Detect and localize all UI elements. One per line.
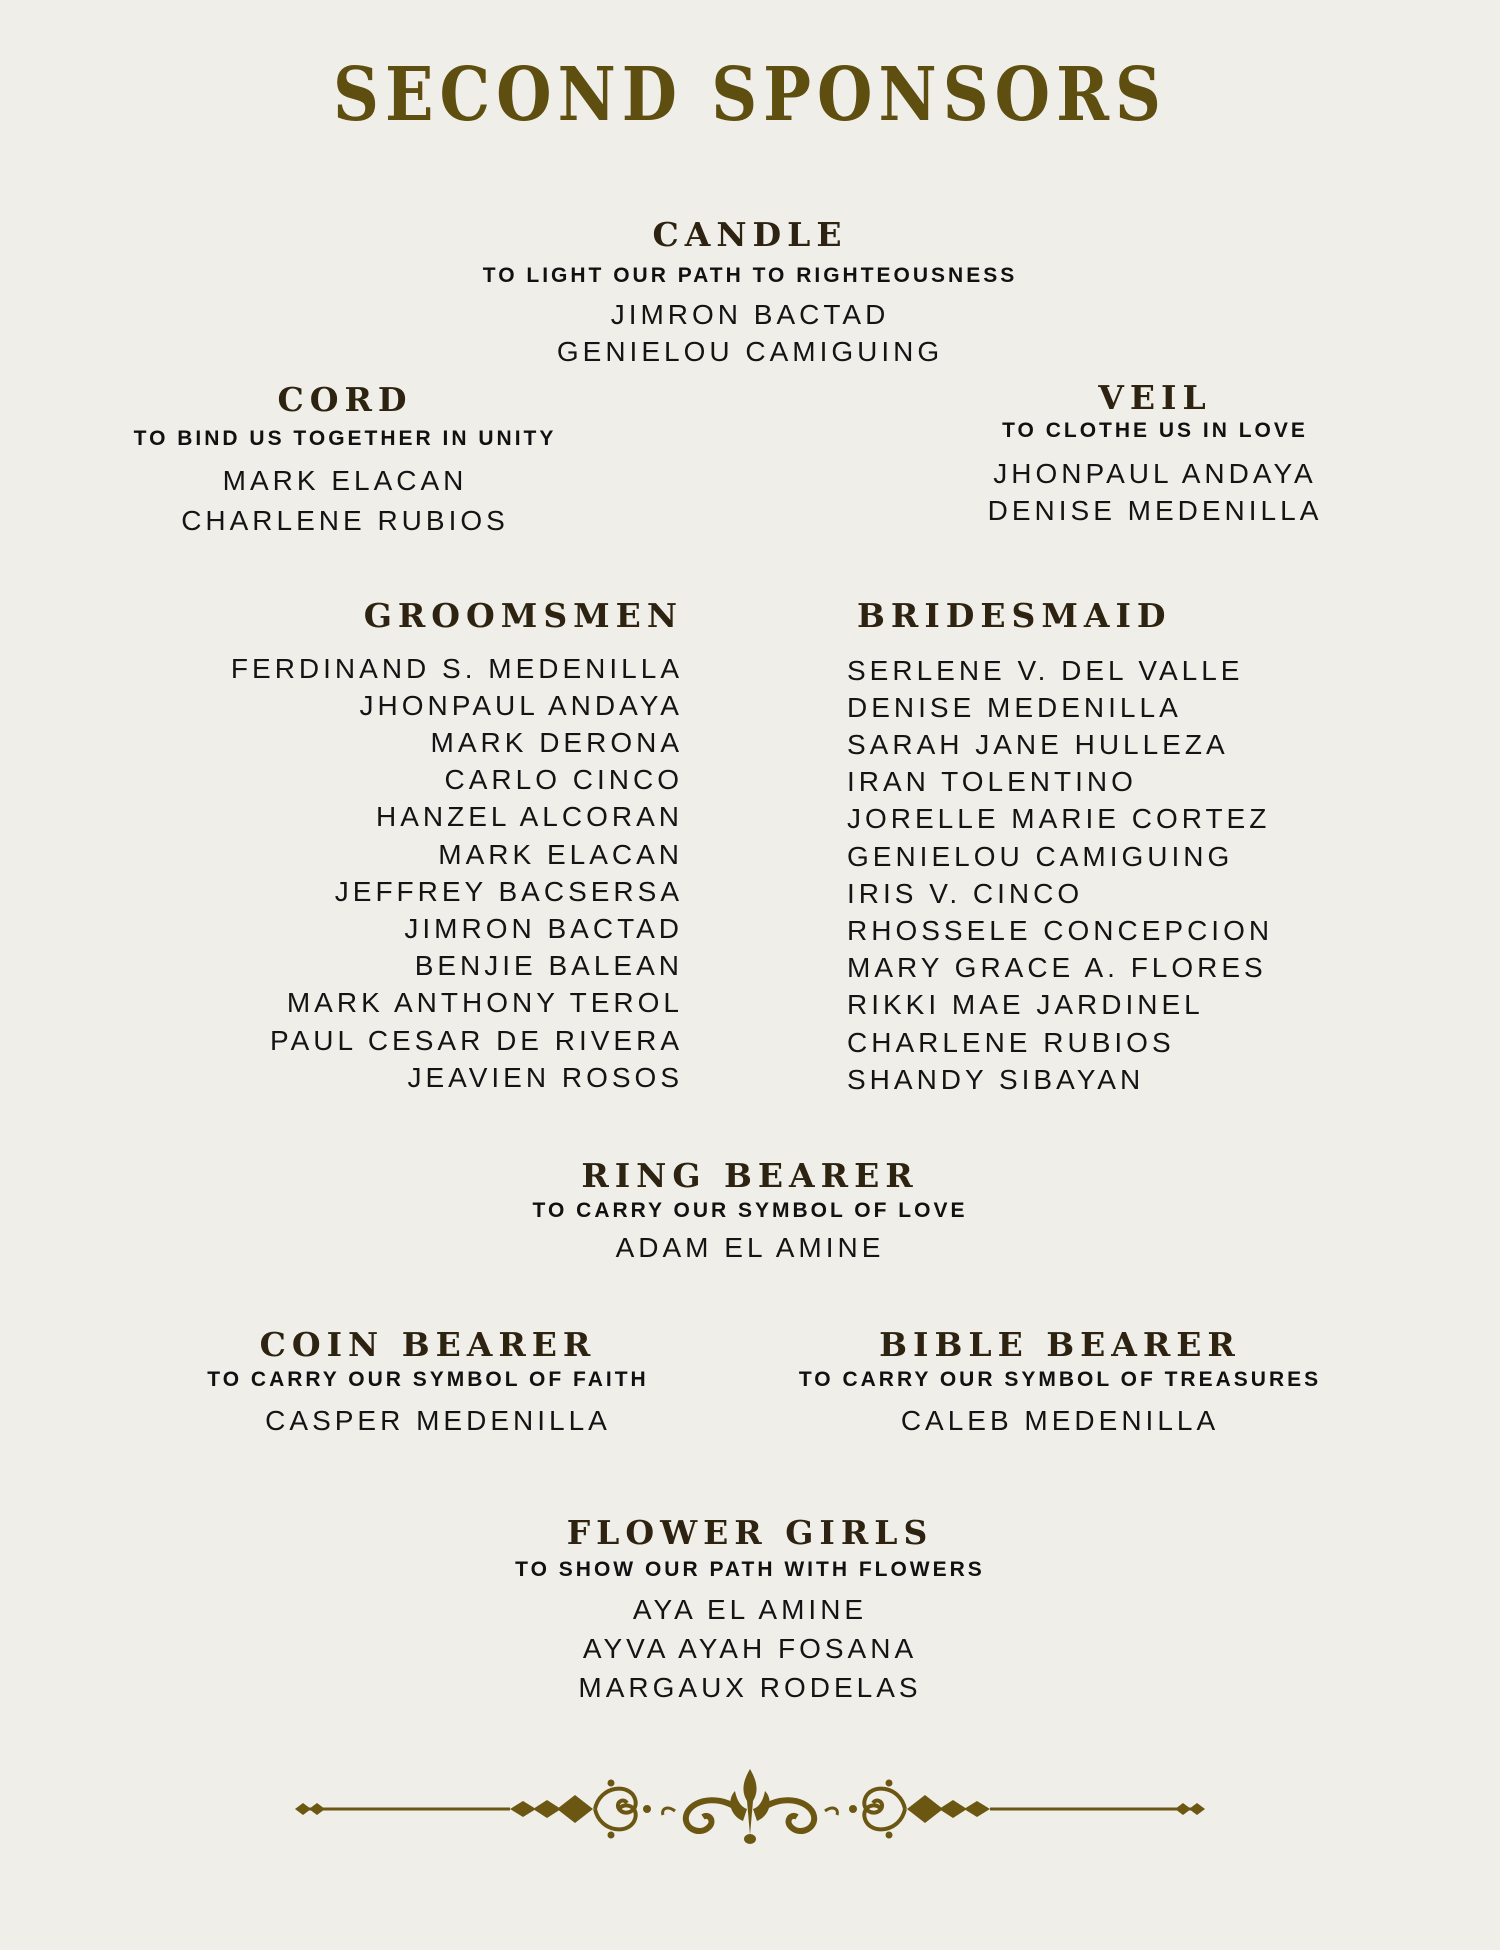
groomsman-name: MARK ELACAN [438,838,683,870]
coin-bearer-section [178,1325,678,1439]
bible-bearer-heading: BIBLE BEARER [879,1325,1241,1364]
cord-subtitle: TO BIND US TOGETHER IN UNITY [133,426,557,450]
flower-girl-name: AYVA AYAH FOSANA [582,1632,918,1664]
ring-bearer-section [450,1156,1050,1266]
veil-names [940,455,1370,529]
flower-girls-subtitle: TO SHOW OUR PATH WITH FLOWERS [515,1557,985,1581]
veil-name: JHONPAUL ANDAYA [993,457,1317,489]
bridesmaid-name: IRIS V. CINCO [847,877,1084,909]
bridesmaid-names [847,652,1367,1098]
ring-bearer-heading: RING BEARER [581,1156,919,1195]
page-title: SECOND SPONSORS [332,52,1168,138]
flower-girl-name: MARGAUX RODELAS [578,1671,922,1703]
bridesmaid-name: RIKKI MAE JARDINEL [847,989,1204,1021]
groomsman-name: JIMRON BACTAD [404,913,683,945]
bridesmaid-name: SERLENE V. DEL VALLE [847,654,1244,686]
bridesmaid-name: CHARLENE RUBIOS [847,1026,1175,1058]
groomsman-name: JEAVIEN ROSOS [407,1061,683,1093]
flourish-divider-icon [295,1765,1205,1850]
groomsman-name: JHONPAUL ANDAYA [359,689,683,721]
bridesmaid-name: GENIELOU CAMIGUING [847,840,1234,872]
ring-bearer-name: ADAM EL AMINE [615,1231,885,1263]
cord-name: MARK ELACAN [222,464,468,496]
cord-heading: CORD [277,380,413,419]
veil-name: DENISE MEDENILLA [987,494,1323,526]
flower-girl-name: AYA EL AMINE [632,1593,868,1625]
ring-bearer-names [450,1229,1050,1266]
candle-name: GENIELOU CAMIGUING [556,335,944,367]
bridesmaid-name: SHANDY SIBAYAN [847,1063,1145,1095]
bridesmaid-name: SARAH JANE HULLEZA [847,729,1229,760]
veil-section [940,378,1370,529]
bible-bearer-name: CALEB MEDENILLA [900,1404,1220,1436]
coin-bearer-subtitle: TO CARRY OUR SYMBOL OF FAITH [207,1367,649,1391]
bible-bearer-subtitle: TO CARRY OUR SYMBOL OF TREASURES [798,1367,1322,1391]
bridesmaid-name: MARY GRACE A. FLORES [847,952,1267,984]
veil-heading: VEIL [1098,378,1212,417]
groomsman-name: BENJIE BALEAN [414,950,683,982]
groomsman-name: FERDINAND S. MEDENILLA [230,652,683,684]
groomsman-name: HANZEL ALCORAN [375,801,683,833]
cord-section [95,380,595,541]
bridesmaid-heading: BRIDESMAID [857,596,1172,635]
groomsman-name: CARLO CINCO [444,764,683,796]
cord-name: CHARLENE RUBIOS [181,504,509,536]
coin-bearer-names [178,1402,678,1439]
groomsman-name: PAUL CESAR DE RIVERA [270,1024,683,1056]
bridesmaid-name: DENISE MEDENILLA [847,691,1182,723]
flower-girls-names [450,1590,1050,1707]
bible-bearer-names [760,1402,1360,1439]
candle-section [450,215,1050,370]
veil-subtitle: TO CLOTHE US IN LOVE [1002,418,1308,442]
groomsmen-heading: GROOMSMEN [363,596,683,635]
groomsmen-section [150,596,683,1096]
bridesmaid-name: JORELLE MARIE CORTEZ [847,803,1271,835]
bible-bearer-section [760,1325,1360,1439]
cord-names [95,461,595,541]
candle-heading: CANDLE [652,215,848,254]
bridesmaid-name: IRAN TOLENTINO [847,766,1137,798]
candle-names [450,296,1050,370]
groomsmen-names [150,650,683,1096]
coin-bearer-name: CASPER MEDENILLA [265,1404,611,1436]
groomsman-name: MARK DERONA [430,727,683,758]
candle-subtitle: TO LIGHT OUR PATH TO RIGHTEOUSNESS [482,263,1018,287]
flower-girls-heading: FLOWER GIRLS [566,1513,934,1552]
groomsman-name: MARK ANTHONY TEROL [286,987,683,1019]
coin-bearer-heading: COIN BEARER [259,1325,597,1364]
bridesmaid-name: RHOSSELE CONCEPCION [847,915,1274,947]
ring-bearer-subtitle: TO CARRY OUR SYMBOL OF LOVE [532,1198,968,1222]
bridesmaid-section [847,596,1367,1098]
flower-girls-section [450,1513,1050,1707]
candle-name: JIMRON BACTAD [610,298,890,330]
groomsman-name: JEFFREY BACSERSA [334,875,683,907]
